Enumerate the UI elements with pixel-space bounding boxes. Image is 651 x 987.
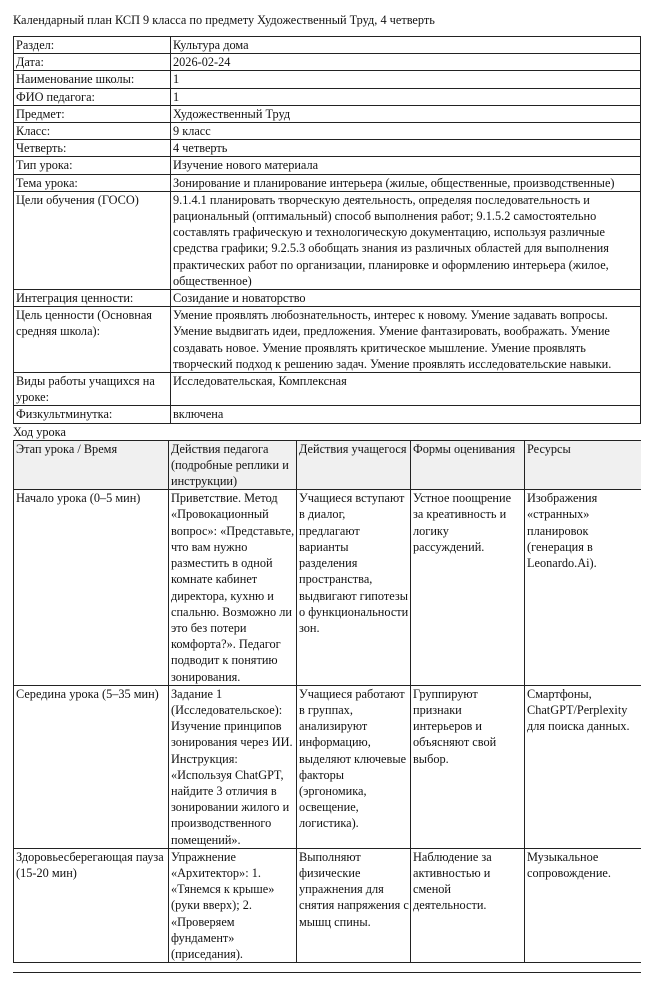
info-value: Изучение нового материала (171, 157, 641, 174)
info-value: Умение проявлять любознательность, интерес к новому. Умение задавать вопросы. Умение выдвигать идеи, предложения. Умение фантазировать, воображать. Умение создавать новое. Умение проявлять критическое мышление. Умение проявлять творческий подход к решению задач. Умение проявлять исследовательские навыки. (171, 307, 641, 373)
info-label: Интеграция ценности: (14, 290, 171, 307)
info-value: 4 четверть (171, 140, 641, 157)
resources-cell: Изображения «странных» планировок (генерация в Leonardo.Ai). (525, 490, 642, 685)
student-actions-cell: Учащиеся работают в группах, анализируют информацию, выделяют ключевые факторы (эргономика, освещение, логистика). (297, 685, 411, 848)
info-label: Предмет: (14, 105, 171, 122)
info-row (14, 140, 641, 157)
info-label: ФИО педагога: (14, 88, 171, 105)
teacher-actions-cell: Приветствие. Метод «Провокационный вопрос»: «Представьте, что вам нужно разместить в одной комнате кабинет директора, кухню и спальню. Возможно ли это без потери комфорта?». Педагог подводит к понятию зонирования. (169, 490, 297, 685)
lesson-table-viewport (13, 440, 641, 973)
info-label: Цели обучения (ГОСО) (14, 191, 171, 289)
info-label: Наименование школы: (14, 71, 171, 88)
header-cell-teacher: Действия педагога (подробные реплики и инструкции) (169, 440, 297, 490)
header-cell-assessment: Формы оценивания (411, 440, 525, 490)
info-row (14, 71, 641, 88)
info-value: Культура дома (171, 37, 641, 54)
info-row (14, 105, 641, 122)
lesson-section-label: Ход урока (13, 424, 66, 439)
assessment-cell: Группируют признаки интерьеров и объясняют свой выбор. (411, 685, 525, 848)
resources-cell: Смартфоны, ChatGPT/Perplexity для поиска данных. (525, 685, 642, 848)
header-cell-student: Действия учащегося (297, 440, 411, 490)
info-table (13, 36, 641, 424)
lesson-stage-cell: Начало урока (0–5 мин) (14, 490, 169, 685)
info-row (14, 290, 641, 307)
document-title: Календарный план КСП 9 класса по предмету Художественный Труд, 4 четверть (13, 13, 435, 27)
document-page (13, 12, 641, 973)
assessment-cell: Устное поощрение за креативность и логику рассуждений. (411, 490, 525, 685)
info-label: Класс: (14, 123, 171, 140)
info-row (14, 88, 641, 105)
lesson-stage-cell: Здоровьесберегающая пауза (15-20 мин) (14, 848, 169, 962)
info-value: Исследовательская, Комплексная (171, 373, 641, 406)
info-value: Художественный Труд (171, 105, 641, 122)
lesson-table (13, 440, 641, 964)
info-label: Раздел: (14, 37, 171, 54)
info-row (14, 373, 641, 406)
info-row (14, 406, 641, 423)
info-value: включена (171, 406, 641, 423)
lesson-stage-cell: Середина урока (5–35 мин) (14, 685, 169, 848)
lesson-row (14, 685, 642, 848)
lesson-row (14, 490, 642, 685)
teacher-actions-cell: Упражнение «Архитектор»: 1. «Тянемся к крыше» (руки вверх); 2. «Проверяем фундамент» (приседания). (169, 848, 297, 962)
info-label: Цель ценности (Основная средняя школа): (14, 307, 171, 373)
student-actions-cell: Учащиеся вступают в диалог, предлагают варианты разделения пространства, выдвигают гипотезы о функциональности зон. (297, 490, 411, 685)
info-label: Дата: (14, 54, 171, 71)
info-row (14, 307, 641, 373)
info-label: Физкультминутка: (14, 406, 171, 423)
assessment-cell: Наблюдение за активностью и сменой деятельности. (411, 848, 525, 962)
student-actions-cell: Выполняют физические упражнения для снятия напряжения с мышц спины. (297, 848, 411, 962)
lesson-table-header-row (14, 440, 642, 490)
info-label: Четверть: (14, 140, 171, 157)
info-row (14, 157, 641, 174)
info-row (14, 123, 641, 140)
info-value: Зонирование и планирование интерьера (жилые, общественные, производственные) (171, 174, 641, 191)
info-label: Тема урока: (14, 174, 171, 191)
info-value: 9.1.4.1 планировать творческую деятельность, определяя последовательность и рациональный (оптимальный) способ выполнения работ; 9.1.5.2 самостоятельно составлять графическую и технологическую документацию, используя различные средства графики; 9.2.5.3 обобщать знания из различных областей для выполнения практических работ по организации, планировке и оформлению интерьера (жилое, общественное) (171, 191, 641, 289)
info-row (14, 191, 641, 289)
header-cell-resources: Ресурсы (525, 440, 642, 490)
info-value: 1 (171, 71, 641, 88)
resources-cell: Музыкальное сопровождение. (525, 848, 642, 962)
lesson-row (14, 848, 642, 962)
info-row (14, 37, 641, 54)
info-label: Виды работы учащихся на уроке: (14, 373, 171, 406)
info-row (14, 174, 641, 191)
info-row (14, 54, 641, 71)
info-value: 9 класс (171, 123, 641, 140)
info-value: Созидание и новаторство (171, 290, 641, 307)
header-cell-stage: Этап урока / Время (14, 440, 169, 490)
info-label: Тип урока: (14, 157, 171, 174)
teacher-actions-cell: Задание 1 (Исследовательское): Изучение принципов зонирования через ИИ. Инструкция: «Используя ChatGPT, найдите 3 отличия в зонировании жилого и производственного помещений». (169, 685, 297, 848)
info-value: 1 (171, 88, 641, 105)
info-value: 2026-02-24 (171, 54, 641, 71)
